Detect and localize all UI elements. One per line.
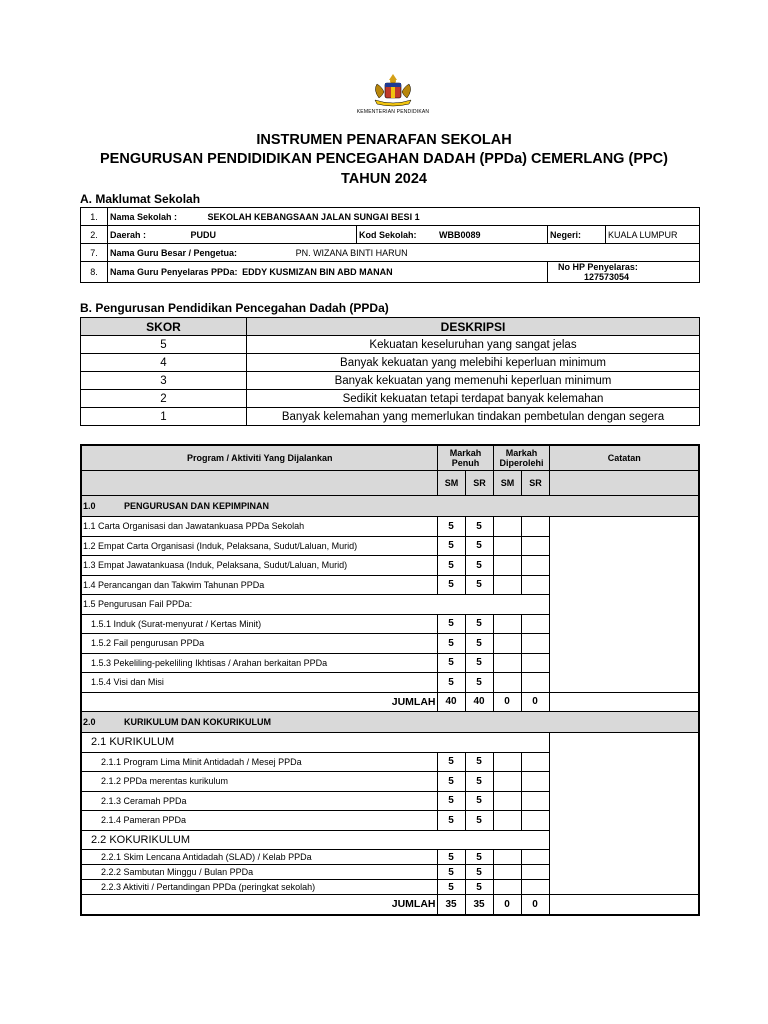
district-label: Daerah : [110, 229, 147, 240]
sm-obtained[interactable] [493, 653, 521, 673]
program-marks-table [80, 444, 700, 916]
sr-value: 5 [465, 575, 493, 595]
item-label: 1.4 Perancangan dan Takwim Tahunan PPDa [81, 575, 437, 595]
sm-obtained[interactable] [493, 772, 521, 792]
document-title-line-1: INSTRUMEN PENARAFAN SEKOLAH [256, 132, 512, 148]
score-row [81, 408, 700, 426]
section-title: KURIKULUM DAN KOKURIKULUM [124, 717, 272, 727]
district-value: PUDU [190, 229, 217, 240]
item-label: 2.1.1 Program Lima Minit Antidadah / Mesej PPDa [81, 752, 437, 772]
item-label: 1.5.1 Induk (Surat-menyurat / Kertas Minit) [81, 614, 437, 634]
sm-obtained[interactable] [493, 634, 521, 654]
sr-value: 5 [465, 517, 493, 537]
sr-obtained[interactable] [521, 772, 549, 792]
sm-obtained[interactable] [493, 811, 521, 831]
section-title: PENGURUSAN DAN KEPIMPINAN [124, 501, 270, 511]
phone-label: No HP Penyelaras: [558, 262, 638, 272]
sr-obtained[interactable] [521, 865, 549, 880]
jumlah-row [81, 895, 699, 915]
sm-obtained[interactable] [493, 673, 521, 693]
headmaster-label: Nama Guru Besar / Pengetua: [110, 247, 238, 258]
section-a-heading: A. Maklumat Sekolah [80, 192, 201, 206]
headmaster-row [81, 244, 700, 262]
catatan-cell[interactable] [549, 733, 699, 895]
jumlah-sr-obtained: 0 [521, 895, 549, 915]
sr-value: 5 [465, 880, 493, 895]
row-number: 8. [81, 262, 108, 283]
program-header: Program / Aktiviti Yang Dijalankan [81, 445, 437, 471]
item-label: 2.1.2 PPDa merentas kurikulum [81, 772, 437, 792]
school-name-row [81, 208, 700, 226]
jumlah-row [81, 692, 699, 712]
headmaster-value: PN. WIZANA BINTI HARUN [295, 247, 408, 258]
sm-obtained[interactable] [493, 536, 521, 556]
sm-obtained[interactable] [493, 865, 521, 880]
item-label: 1.5.4 Visi dan Misi [81, 673, 437, 693]
score-row [81, 336, 700, 354]
skor-header: SKOR [81, 318, 247, 336]
coordinator-value: EDDY KUSMIZAN BIN ABD MANAN [242, 267, 393, 277]
sr-obtained[interactable] [521, 634, 549, 654]
school-code-value: WBB0089 [439, 229, 481, 240]
sr-header: SR [465, 471, 493, 496]
section-number: 1.0 [83, 501, 96, 511]
sm-obtained[interactable] [493, 791, 521, 811]
score-row [81, 354, 700, 372]
catatan-cell[interactable] [549, 692, 699, 712]
sr-obtained[interactable] [521, 575, 549, 595]
sm-value: 5 [437, 653, 465, 673]
score-description: Banyak kekuatan yang memenuhi keperluan minimum [247, 372, 700, 390]
markah-penuh-header: Markah Penuh [437, 445, 493, 471]
score-description: Kekuatan keseluruhan yang sangat jelas [247, 336, 700, 354]
section-number: 2.0 [83, 717, 96, 727]
sr-value: 5 [465, 772, 493, 792]
sr-obtained[interactable] [521, 536, 549, 556]
sr-value: 5 [465, 850, 493, 865]
score-value: 1 [81, 408, 247, 426]
item-label: 2.2.1 Skim Lencana Antidadah (SLAD) / Kelab PPDa [81, 850, 437, 865]
sm-value: 5 [437, 536, 465, 556]
item-label: 2.2.3 Aktiviti / Pertandingan PPDa (peringkat sekolah) [81, 880, 437, 895]
score-description-table [80, 317, 700, 426]
sm-obtained[interactable] [493, 556, 521, 576]
sm-header: SM [437, 471, 465, 496]
sm-value: 5 [437, 791, 465, 811]
sr-obtained[interactable] [521, 880, 549, 895]
item-label: 2.2.2 Sambutan Minggu / Bulan PPDa [81, 865, 437, 880]
catatan-cell[interactable] [549, 895, 699, 915]
sm-value: 5 [437, 634, 465, 654]
sm-value: 5 [437, 850, 465, 865]
sm-value: 5 [437, 517, 465, 537]
section-b-heading: B. Pengurusan Pendidikan Pencegahan Dadah (PPDa) [80, 301, 389, 315]
sm-obtained[interactable] [493, 614, 521, 634]
score-row [81, 390, 700, 408]
kurikulum-group-label: 2.1 KURIKULUM [81, 733, 549, 753]
sr-obtained[interactable] [521, 517, 549, 537]
sr-value: 5 [465, 556, 493, 576]
score-row [81, 372, 700, 390]
jumlah-sm-obtained: 0 [493, 895, 521, 915]
score-value: 3 [81, 372, 247, 390]
sr-obtained[interactable] [521, 811, 549, 831]
jumlah-label: JUMLAH [81, 692, 437, 712]
deskripsi-header: DESKRIPSI [247, 318, 700, 336]
sm-value: 5 [437, 575, 465, 595]
catatan-header: Catatan [549, 445, 699, 471]
sr-value: 5 [465, 536, 493, 556]
sr-value: 5 [465, 614, 493, 634]
logo-caption: KEMENTERIAN PENDIDIKAN [356, 109, 430, 115]
sm-value: 5 [437, 752, 465, 772]
sm-value: 5 [437, 811, 465, 831]
sr-value: 5 [465, 653, 493, 673]
sr-value: 5 [465, 865, 493, 880]
item-label: 2.1.4 Pameran PPDa [81, 811, 437, 831]
state-value: KUALA LUMPUR [606, 226, 700, 244]
sm-value: 5 [437, 556, 465, 576]
score-value: 5 [81, 336, 247, 354]
school-code-label: Kod Sekolah: [359, 229, 417, 240]
district-row [81, 226, 700, 244]
phone-value: 127573054 [584, 272, 630, 282]
header-spacer [81, 471, 437, 496]
item-label: 1.2 Empat Carta Organisasi (Induk, Pelaksana, Sudut/Laluan, Murid) [81, 536, 437, 556]
sm-obtained[interactable] [493, 517, 521, 537]
coordinator-label: Nama Guru Penyelaras PPDa: [110, 267, 238, 277]
item-label: 1.3 Empat Jawatankuasa (Induk, Pelaksana, Sudut/Laluan, Murid) [81, 556, 437, 576]
document-title-line-3: TAHUN 2024 [341, 171, 427, 187]
sm-value: 5 [437, 772, 465, 792]
jumlah-sr-obtained: 0 [521, 692, 549, 712]
ministry-logo [318, 72, 468, 124]
kokurikulum-group-label: 2.2 KOKURIKULUM [81, 830, 549, 850]
sr-value: 5 [465, 752, 493, 772]
section-row [81, 496, 699, 517]
jumlah-sr: 35 [465, 895, 493, 915]
state-label: Negeri: [550, 229, 582, 240]
sr-obtained[interactable] [521, 653, 549, 673]
jumlah-sm: 35 [437, 895, 465, 915]
school-name-value: SEKOLAH KEBANGSAAN JALAN SUNGAI BESI 1 [207, 211, 420, 222]
score-description: Banyak kekuatan yang melebihi keperluan minimum [247, 354, 700, 372]
sr-value: 5 [465, 673, 493, 693]
score-value: 2 [81, 390, 247, 408]
catatan-cell[interactable] [549, 517, 699, 693]
document-title-line-2: PENGURUSAN PENDIDIDIKAN PENCEGAHAN DADAH (PPDa) CEMERLANG (PPC) [100, 151, 668, 167]
table-row [81, 517, 699, 537]
row-number: 2. [81, 226, 108, 244]
sr-obtained[interactable] [521, 752, 549, 772]
row-number: 7. [81, 244, 108, 262]
item-label: 1.1 Carta Organisasi dan Jawatankuasa PPDa Sekolah [81, 517, 437, 537]
sr-obtained[interactable] [521, 673, 549, 693]
score-description: Banyak kelemahan yang memerlukan tindakan pembetulan dengan segera [247, 408, 700, 426]
sm-obtained[interactable] [493, 752, 521, 772]
sr-header: SR [521, 471, 549, 496]
sm-obtained[interactable] [493, 880, 521, 895]
sm-obtained[interactable] [493, 575, 521, 595]
score-description: Sedikit kekuatan tetapi terdapat banyak kelemahan [247, 390, 700, 408]
sm-value: 5 [437, 673, 465, 693]
sr-value: 5 [465, 811, 493, 831]
fail-group-label: 1.5 Pengurusan Fail PPDa: [81, 595, 549, 615]
sr-value: 5 [465, 791, 493, 811]
sr-obtained[interactable] [521, 850, 549, 865]
catatan-spacer [549, 471, 699, 496]
table-row [81, 733, 699, 753]
sm-obtained[interactable] [493, 850, 521, 865]
item-label: 2.1.3 Ceramah PPDa [81, 791, 437, 811]
section-row [81, 712, 699, 733]
sr-value: 5 [465, 634, 493, 654]
sm-value: 5 [437, 865, 465, 880]
coordinator-row [81, 262, 700, 283]
sm-header: SM [493, 471, 521, 496]
item-label: 1.5.2 Fail pengurusan PPDa [81, 634, 437, 654]
jumlah-sm: 40 [437, 692, 465, 712]
jumlah-label: JUMLAH [81, 895, 437, 915]
jumlah-sm-obtained: 0 [493, 692, 521, 712]
sr-obtained[interactable] [521, 614, 549, 634]
sm-value: 5 [437, 880, 465, 895]
coat-of-arms-icon [363, 72, 423, 108]
sm-value: 5 [437, 614, 465, 634]
jumlah-sr: 40 [465, 692, 493, 712]
school-name-label: Nama Sekolah : [110, 211, 178, 222]
score-value: 4 [81, 354, 247, 372]
sr-obtained[interactable] [521, 791, 549, 811]
school-info-table [80, 207, 700, 283]
item-label: 1.5.3 Pekeliling-pekeliling Ikhtisas / Arahan berkaitan PPDa [81, 653, 437, 673]
sr-obtained[interactable] [521, 556, 549, 576]
row-number: 1. [81, 208, 108, 226]
markah-diperolehi-header: Markah Diperolehi [493, 445, 549, 471]
